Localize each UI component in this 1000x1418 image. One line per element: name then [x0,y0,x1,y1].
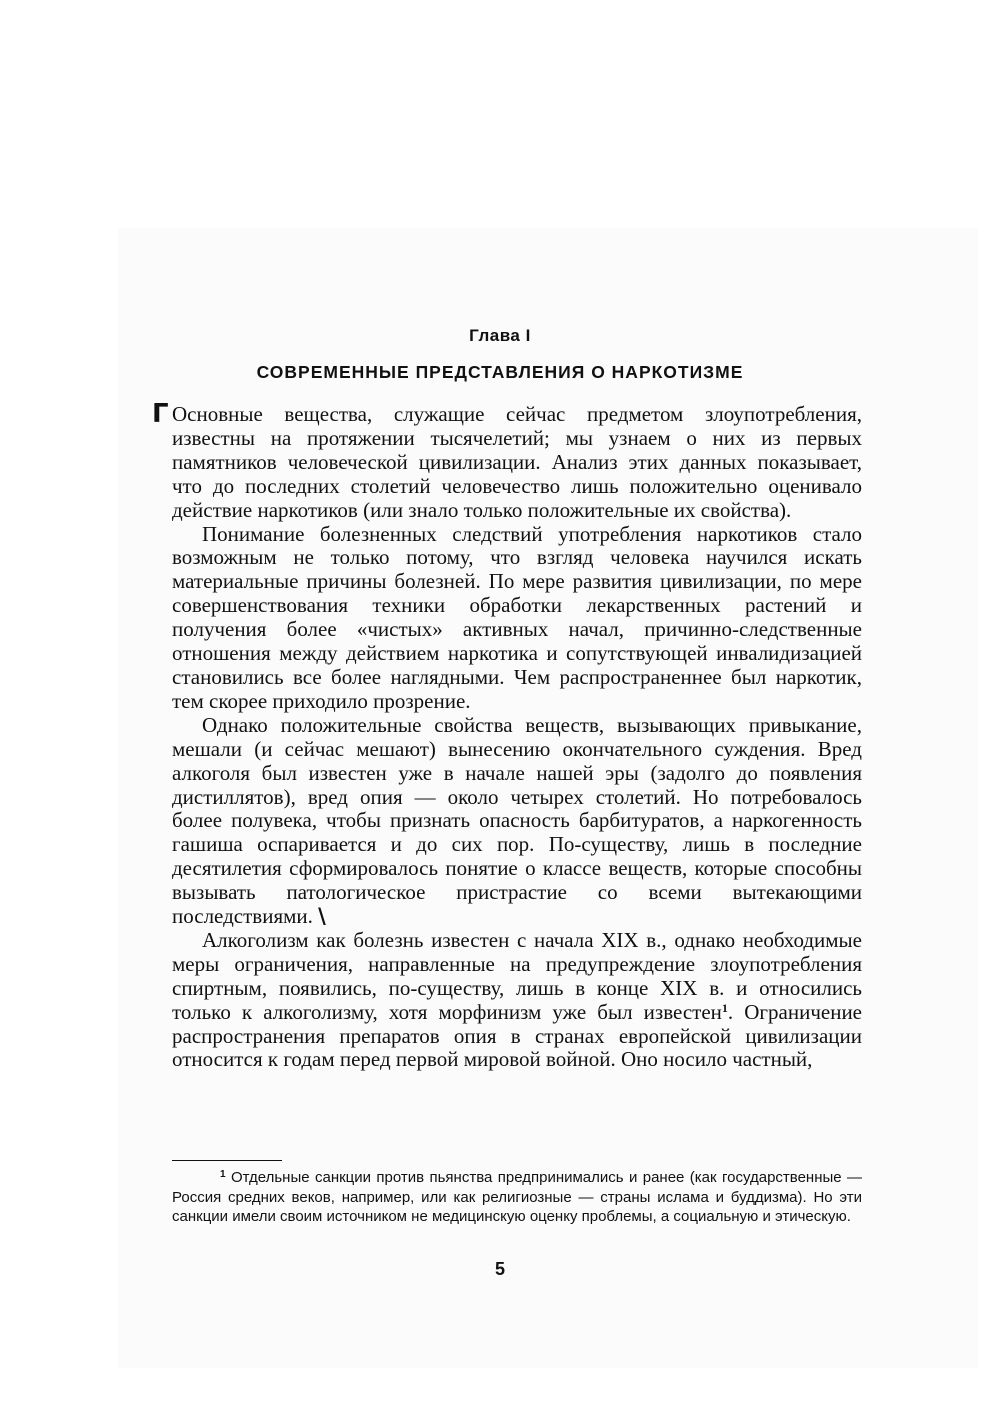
paragraph-4-before: Алкоголизм как болезнь известен с начала XIX в., однако необходимые меры ограничения, направленные на предупреждение злоупотребления спиртным, появились, по-существу, лишь в конце XIX в. и относились только к алкоголизму, хотя морфинизм уже был известен [172,927,862,1024]
footnote-paragraph [172,1168,862,1227]
footnote [172,1168,862,1227]
paragraph-1: Основные вещества, служащие сейчас предметом злоупотребления, известны на протяжении тысячелетий; мы узнаем о них из первых памятников человеческой цивилизации. Анализ этих данных показывает, что до последних столетий человечество лишь положительно оценивало действие наркотиков (или знало только положительные их свойства). [172,402,862,522]
paragraph-start-mark: Γ [152,399,169,429]
paragraph-3 [172,714,862,929]
paragraph-4-after: . Ограничение распространения препаратов опия в странах европейской цивилизации относится к годам перед первой мировой войной. Оно носило частный, [172,999,863,1072]
paragraph-4 [172,929,862,1072]
footnote-marker: 1 [220,1169,226,1180]
footnote-divider [172,1160,282,1161]
paragraph-3-text: Однако положительные свойства веществ, вызывающих привыкание, мешали (и сейчас мешают) вынесению окончательного суждения. Вред алкоголя был известен уже в начале нашей эры (задолго до появления дистиллятов), вред опия — около четырех столетий. Но потребовалось более полувека, чтобы признать опасность барбитуратов, а наркогенность гашиша оспаривается и до сих пор. По-существу, лишь в последние десятилетия сформировалось понятие о классе веществ, которые способны вызывать патологическое пристрастие со всеми вытекающими последствиями. [172,712,862,929]
footnote-text: Отдельные санкции против пьянства предпринимались и ранее (как государственные — Россия средних веков, например, или как религиозные — страны ислама и буддизма). Но эти санкции имели своим источником не медицинскую оценку проблемы, а социальную и этическую. [172,1169,863,1225]
page-number: 5 [494,1259,505,1279]
paragraph-2: Понимание болезненных следствий употребления наркотиков стало возможным не только потому, что взгляд человека научился искать материальные причины болезней. По мере развития цивилизации, по мере совершенствования техники обработки лекарственных растений и получения более «чистых» активных начал, причинно-следственные отношения между действием наркотика и сопутствующей инвалидизацией становились все более наглядными. Чем распространеннее был наркотик, тем скорее приходило прозрение. [172,521,862,713]
chapter-title: СОВРЕМЕННЫЕ ПРЕДСТАВЛЕНИЯ О НАРКОТИЗМЕ [256,362,744,382]
chapter-label: Глава I [469,326,531,345]
footnote-ref[interactable]: 1 [721,1000,728,1015]
body-text [152,399,863,1072]
paragraph-end-mark: \ [318,904,326,929]
